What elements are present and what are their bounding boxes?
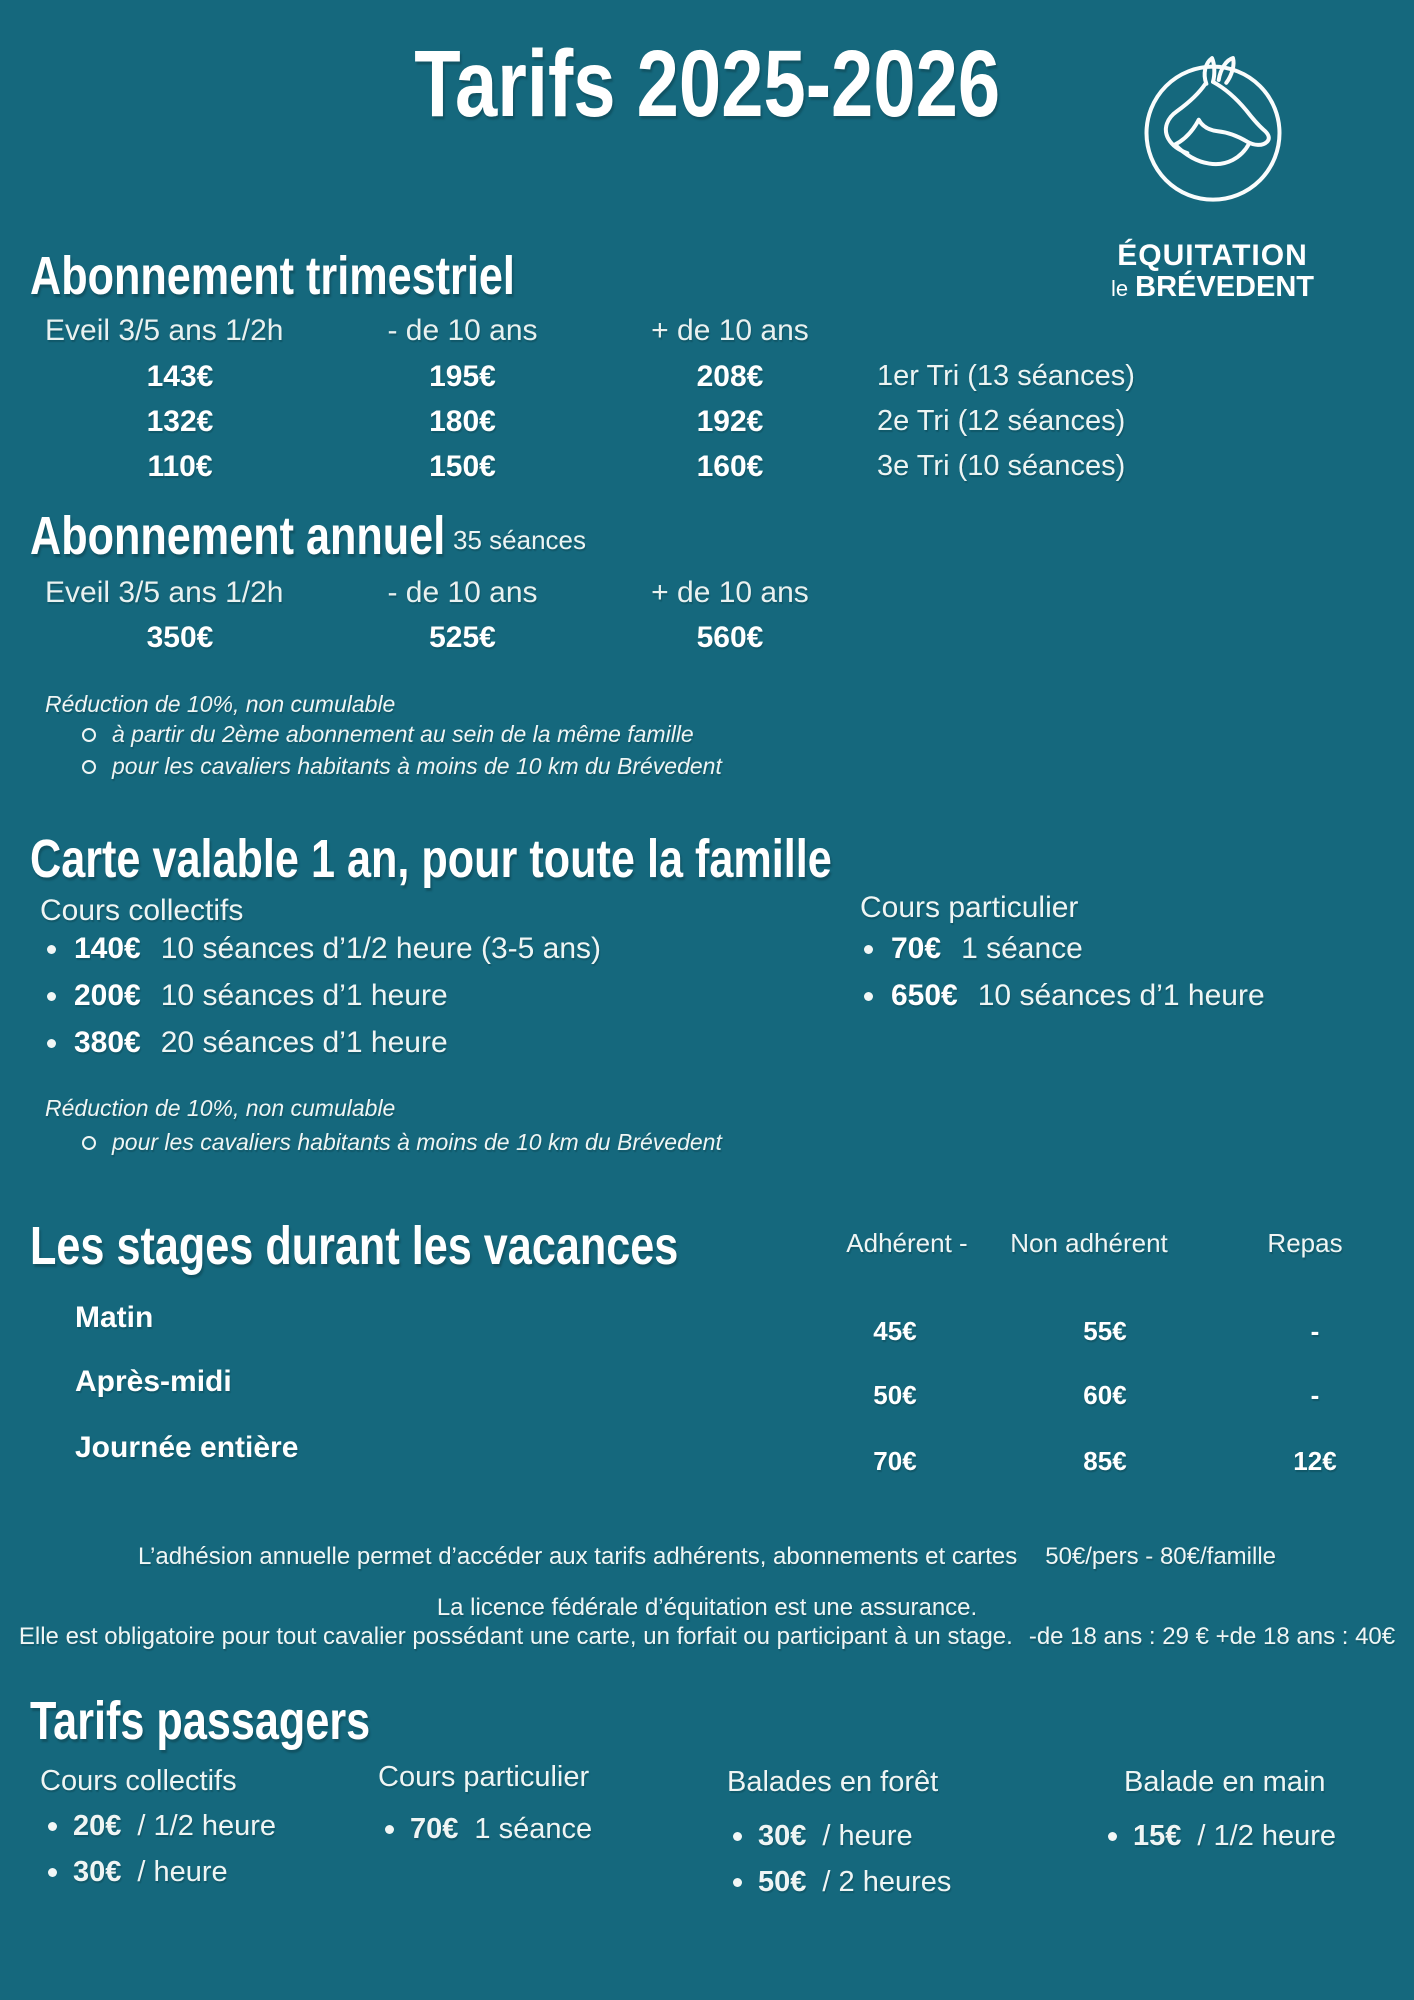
note-adhesion: L’adhésion annuelle permet d’accéder aux tarifs adhérents, abonnements et cartes 50€/pers - 80€/famille [137,1543,1277,1570]
price: 150€ [429,450,496,483]
heading-carte: Carte valable 1 an, pour toute la famille [30,829,832,889]
trimester-label: 1er Tri (13 séances) [877,360,1135,392]
annuel-header-row [30,578,1414,608]
logo-text-brevedent [1095,272,1330,302]
price: 650€ [891,979,958,1012]
price: 20€ [73,1810,122,1842]
stages-value: 50€ [873,1380,917,1410]
note-licence-2: Elle est obligatoire pour tout cavalier possédant une carte, un forfait ou participant à un stage. -de 18 ans : 29 € +de 18 ans : 40€ [18,1623,1396,1650]
dot-bullet-icon [47,992,56,1001]
logo-text-equitation: ÉQUITATION [1117,239,1308,272]
dot-bullet-icon [47,1039,56,1048]
heading-passagers: Tarifs passagers [30,1691,371,1751]
stages-value: 55€ [1083,1316,1127,1346]
stages-col-adherent: Adhérent - [846,1228,968,1258]
stages-row-label: Après-midi [75,1365,232,1398]
dot-bullet-icon [733,1832,742,1841]
logo-text-brevedent-word: BRÉVEDENT [1135,270,1314,303]
trimestriel-col-moins10: - de 10 ans [387,314,538,347]
stages-row-label: Matin [75,1301,154,1334]
dot-bullet-icon [385,1825,394,1834]
carte-particulier-item-1: 70€ 1 séance [864,934,1083,964]
passagers-foret-item-1: 30€ / heure [733,1822,913,1851]
stages-value: 85€ [1083,1446,1127,1476]
dot-bullet-icon [47,945,56,954]
trimestriel-col-eveil: Eveil 3/5 ans 1/2h [45,314,284,347]
carte-collectifs-item-1: 140€ 10 séances d’1/2 heure (3-5 ans) [47,934,601,964]
dot-bullet-icon [864,945,873,954]
price: 15€ [1133,1820,1182,1852]
price: 50€ [758,1866,807,1898]
passagers-main-item-1: 15€ / 1/2 heure [1108,1822,1336,1851]
dot-bullet-icon [1108,1832,1117,1841]
trimestriel-header-row [30,316,1414,346]
price: 140€ [74,932,141,965]
price: 70€ [410,1813,459,1845]
dot-bullet-icon [733,1878,742,1887]
carte-collectifs-title: Cours collectifs [40,894,244,927]
ring-bullet-icon [82,1136,96,1150]
passagers-foret-title: Balades en forêt [727,1766,939,1798]
price: 525€ [429,621,496,654]
note-licence-1: La licence fédérale d’équitation est une assurance. [436,1594,978,1621]
price: 350€ [146,621,214,654]
price: 143€ [146,360,214,393]
annuel-col-eveil: Eveil 3/5 ans 1/2h [45,576,284,609]
passagers-particulier-title: Cours particulier [378,1761,590,1793]
trimestriel-row-1 [30,362,1414,392]
reduction2-item-1: pour les cavaliers habitants à moins de 10 km du Brévedent [82,1130,722,1155]
trimestriel-row-3 [30,452,1414,482]
page-title: Tarifs 2025-2026 [414,31,1000,137]
price: 110€ [147,450,213,483]
price: 380€ [74,1026,141,1059]
carte-particulier-item-2: 650€ 10 séances d’1 heure [864,981,1265,1011]
trimestriel-row-2 [30,407,1414,437]
carte-collectifs-item-3: 380€ 20 séances d’1 heure [47,1028,448,1058]
passagers-foret-item-2: 50€ / 2 heures [733,1868,951,1897]
price: 195€ [429,360,496,393]
reduction1-item-2: pour les cavaliers habitants à moins de 10 km du Brévedent [82,754,722,779]
price: 192€ [696,405,764,438]
dot-bullet-icon [864,992,873,1001]
stages-value: - [1310,1316,1320,1346]
trimestriel-col-plus10: + de 10 ans [651,314,809,347]
passagers-collectifs-title: Cours collectifs [40,1765,237,1797]
annuel-subheading: 35 séances [453,525,586,555]
reduction1-title: Réduction de 10%, non cumulable [45,691,396,717]
price: 200€ [74,979,141,1012]
price: 70€ [891,932,942,965]
stages-value: 12€ [1293,1446,1337,1476]
price: 132€ [146,405,214,438]
price: 208€ [696,360,764,393]
note-adhesion-price: 50€/pers - 80€/famille [1045,1543,1277,1570]
price: 160€ [696,450,764,483]
dot-bullet-icon [48,1868,57,1877]
passagers-main-title: Balade en main [1124,1766,1326,1798]
logo-text-le: le [1111,275,1129,301]
reduction1-item-1: à partir du 2ème abonnement au sein de la même famille [82,722,694,747]
stages-value: 45€ [873,1316,917,1346]
trimester-label: 3e Tri (10 séances) [877,450,1126,482]
price: 180€ [429,405,496,438]
price: 30€ [73,1856,122,1888]
price: 30€ [758,1820,807,1852]
stages-col-non-adherent: Non adhérent [1010,1228,1168,1258]
passagers-collectifs-item-2: 30€ / heure [48,1858,228,1887]
ring-bullet-icon [82,728,96,742]
annuel-price-row [30,623,1414,653]
dot-bullet-icon [48,1822,57,1831]
horse-logo-icon [1118,38,1308,234]
passagers-particulier-item-1: 70€ 1 séance [385,1815,592,1844]
price: 560€ [696,621,764,654]
heading-abonnement-trimestriel: Abonnement trimestriel [30,246,515,306]
logo [1095,38,1330,302]
stages-row-label: Journée entière [75,1431,299,1464]
heading-abonnement-annuel: Abonnement annuel [30,506,446,566]
note-licence-price: -de 18 ans : 29 € +de 18 ans : 40€ [1028,1623,1396,1650]
heading-stages: Les stages durant les vacances [30,1216,679,1276]
reduction2-title: Réduction de 10%, non cumulable [45,1095,396,1121]
stages-value: 60€ [1083,1380,1127,1410]
passagers-collectifs-item-1: 20€ / 1/2 heure [48,1812,276,1841]
carte-particulier-title: Cours particulier [860,891,1079,924]
annuel-col-moins10: - de 10 ans [387,576,538,609]
trimester-label: 2e Tri (12 séances) [877,405,1126,437]
carte-collectifs-item-2: 200€ 10 séances d’1 heure [47,981,448,1011]
ring-bullet-icon [82,760,96,774]
stages-col-repas: Repas [1267,1228,1343,1258]
annuel-col-plus10: + de 10 ans [651,576,809,609]
stages-value: 70€ [873,1446,917,1476]
stages-value: - [1310,1380,1320,1410]
